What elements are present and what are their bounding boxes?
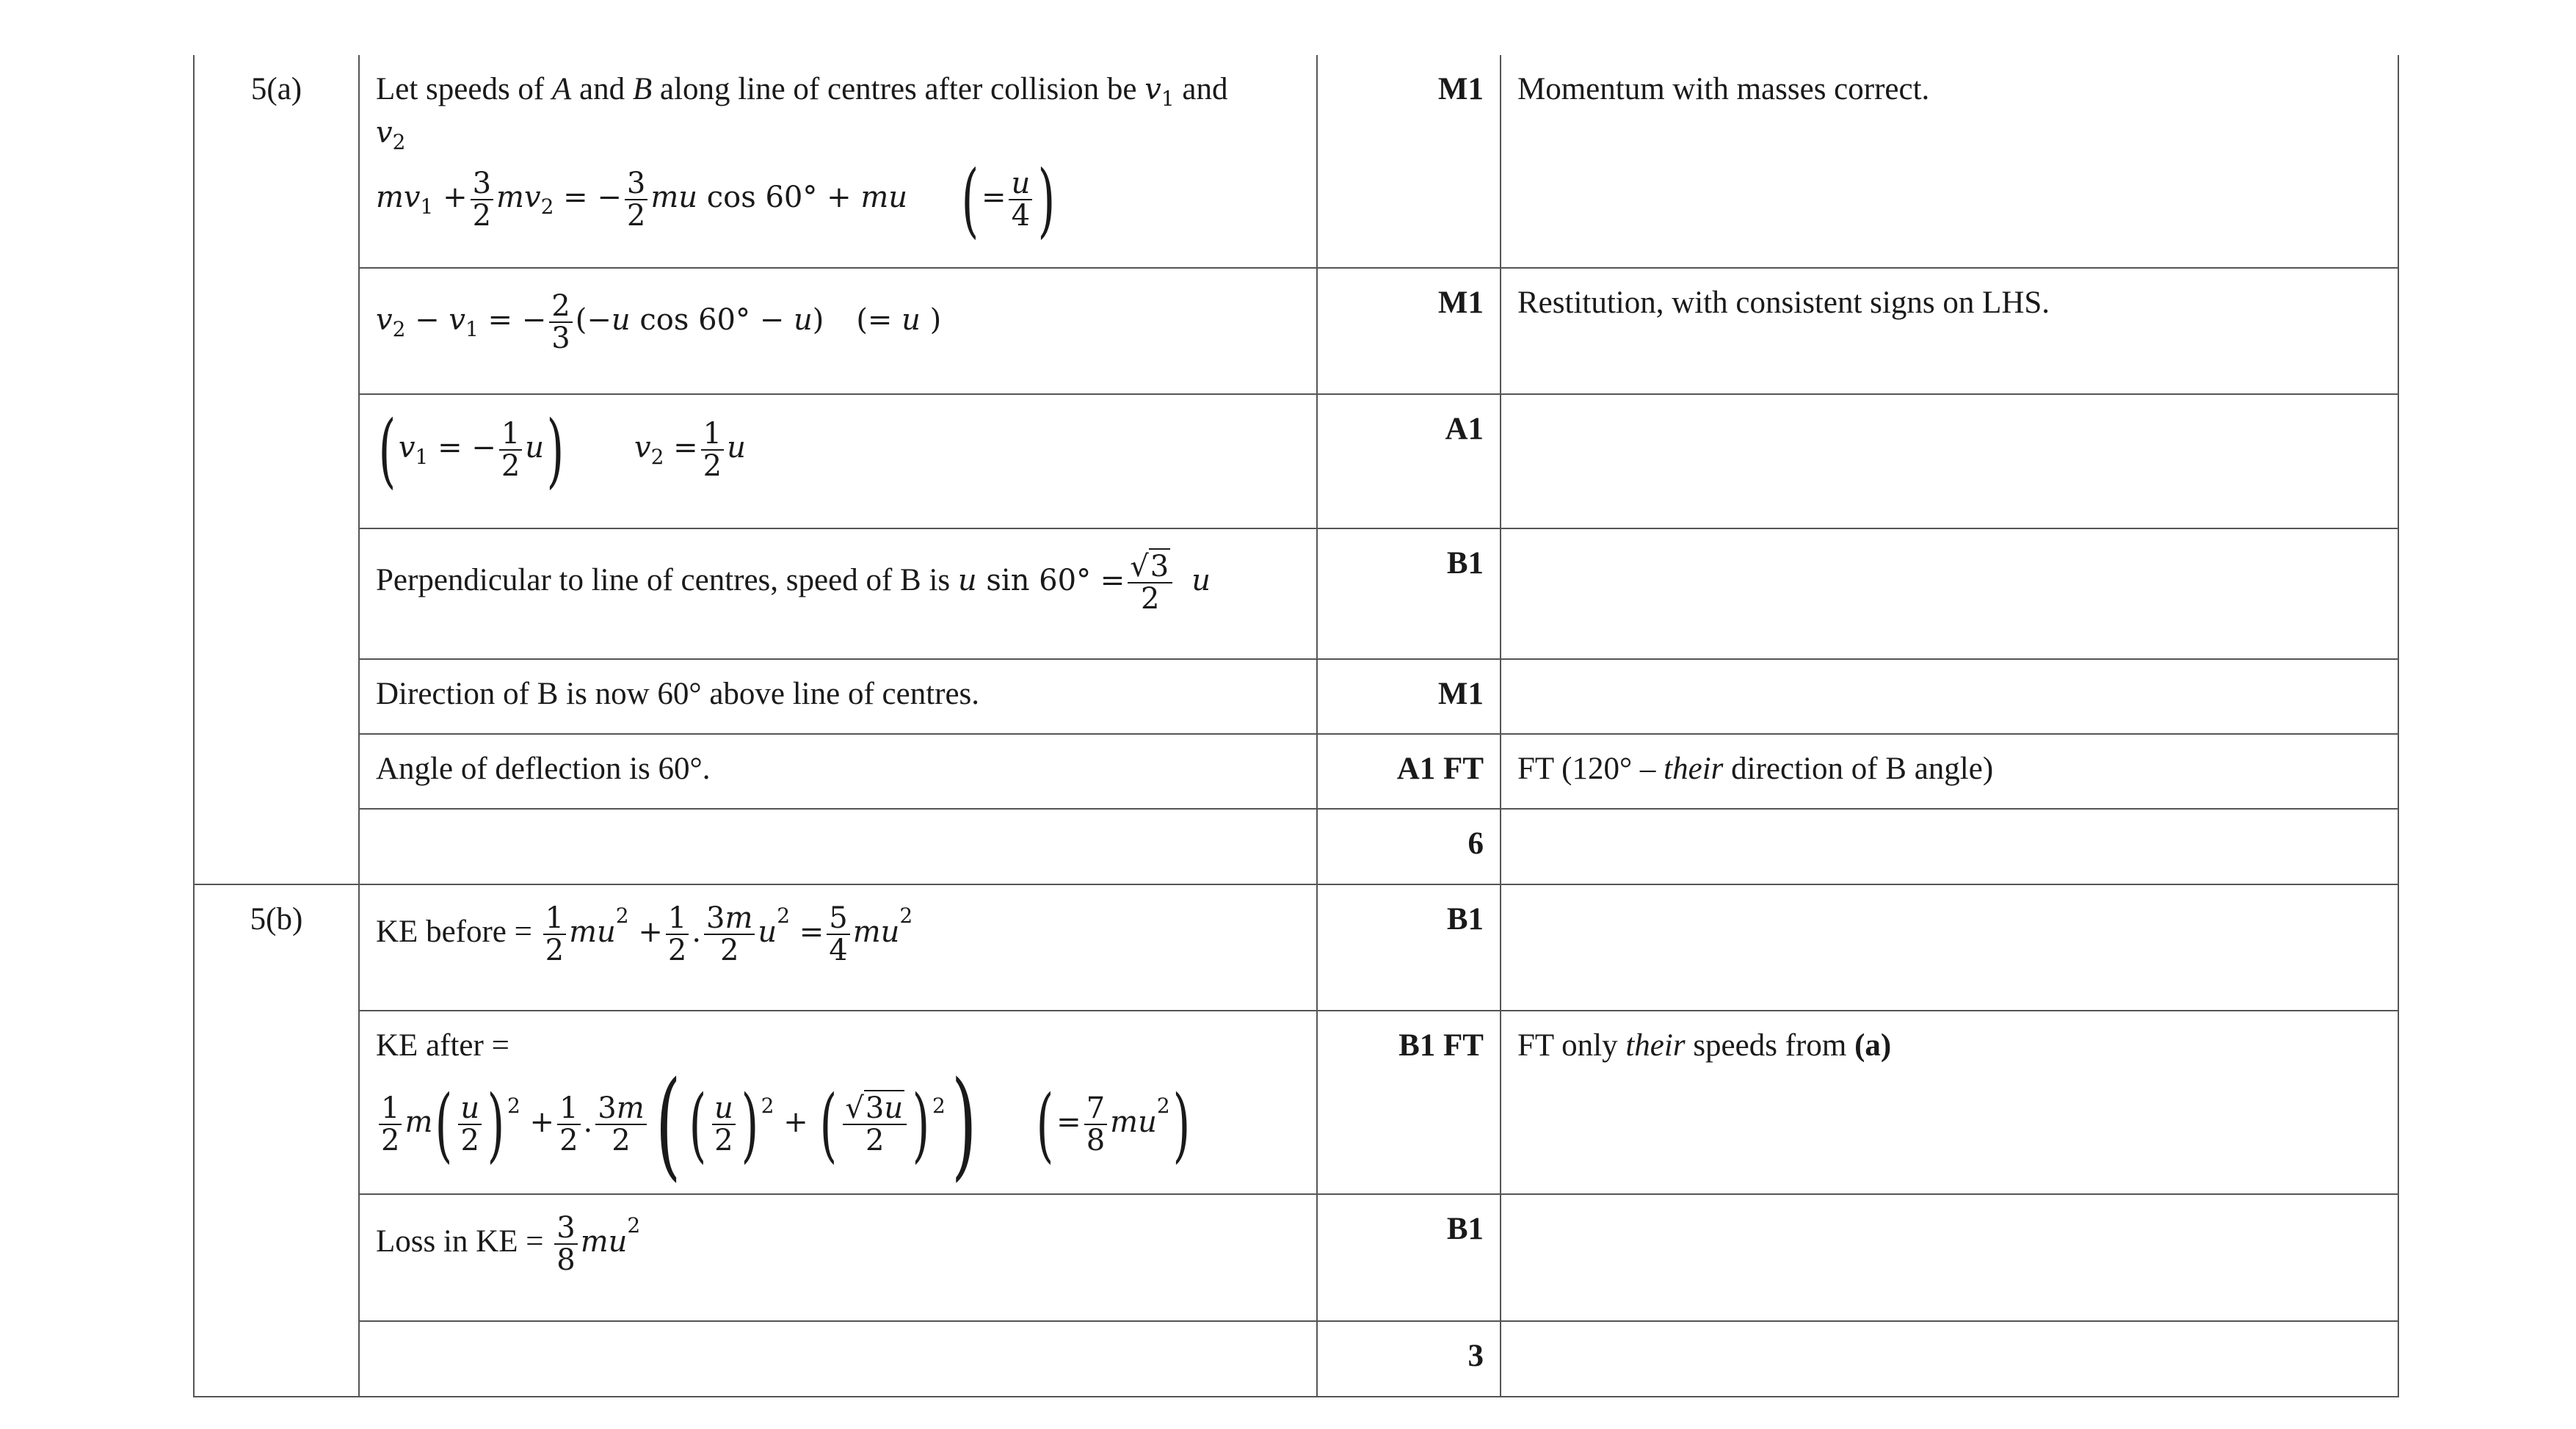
answer-cell	[359, 528, 1317, 659]
ke-before-line: KE before = $\frac{1}{2}$ $mu^2$ + $\frac{1}{2}$ . $\frac{3m}{2}$ $u^2$ = $\frac{5}{4}$ $mu^2$	[376, 901, 913, 967]
table-row	[194, 1194, 2398, 1321]
mark-cell: B1	[1317, 884, 1501, 1011]
guidance-cell	[1501, 1194, 2398, 1321]
guidance-cell	[1501, 528, 2398, 659]
mark-cell: M1	[1317, 659, 1501, 734]
guidance-cell	[1501, 659, 2398, 734]
table-row	[194, 1011, 2398, 1194]
answer-cell	[359, 55, 1317, 268]
table-row	[194, 734, 2398, 809]
answer-line: Let speeds of A and B along line of centres after collision be $v_1$ and	[376, 72, 1228, 111]
guidance-cell: FT (120° – their direction of B angle)	[1501, 734, 2398, 809]
ke-after-line: KE after = $\frac{1}{2}$ m( $\frac{u}{2}$ ) $^2$ + $\frac{1}{2}$ . $\frac{3m}{2}$ ( ( $\frac{u}{2}$ ) $^2$ + ( $\frac{√3u}{2}$ ) $^2$) (= $\frac{7}{8}$ $mu^2$)	[376, 1028, 1190, 1193]
mark-cell: A1	[1317, 394, 1501, 528]
answer-cell: Angle of deflection is 60°.	[359, 734, 1317, 809]
table-row	[194, 55, 2398, 268]
guidance-cell	[1501, 1321, 2398, 1397]
question-number: 5(b)	[194, 884, 359, 1397]
mark-scheme-sheet	[193, 55, 2398, 1397]
guidance-cell: Momentum with masses correct.	[1501, 55, 2398, 268]
mark-cell: M1	[1317, 55, 1501, 268]
table-row	[194, 528, 2398, 659]
answer-cell: Direction of B is now 60° above line of centres.	[359, 659, 1317, 734]
table-row	[194, 394, 2398, 528]
table-row	[194, 809, 2398, 884]
mark-cell: B1 FT	[1317, 1011, 1501, 1194]
answer-line: $v_2$	[376, 116, 406, 154]
answer-cell	[359, 394, 1317, 528]
guidance-cell: Restitution, with consistent signs on LHS.	[1501, 268, 2398, 394]
restitution-equation: $v_2 - v_1$ = − $\frac{2}{3}$ (−u cos 60° − u) (= u )	[376, 289, 942, 355]
mark-cell: M1	[1317, 268, 1501, 394]
guidance-cell	[1501, 809, 2398, 884]
mark-total: 6	[1317, 809, 1501, 884]
answer-cell	[359, 268, 1317, 394]
table-row	[194, 659, 2398, 734]
loss-ke-line: Loss in KE = $\frac{3}{8}$ $mu^2$	[376, 1210, 641, 1277]
table-row	[194, 884, 2398, 1011]
mark-scheme-table	[193, 55, 2399, 1397]
mark-cell: B1	[1317, 528, 1501, 659]
answer-cell	[359, 884, 1317, 1011]
answer-cell	[359, 1321, 1317, 1397]
answer-cell	[359, 1194, 1317, 1321]
mark-total: 3	[1317, 1321, 1501, 1397]
speeds-result: ($v_1$ = − $\frac{1}{2}$ u) $v_2$ = $\frac{1}{2}$ u	[378, 403, 746, 497]
mark-cell: B1	[1317, 1194, 1501, 1321]
guidance-cell	[1501, 394, 2398, 528]
question-number: 5(a)	[194, 55, 359, 884]
guidance-cell: FT only their speeds from (a)	[1501, 1011, 2398, 1194]
mark-cell: A1 FT	[1317, 734, 1501, 809]
answer-cell	[359, 1011, 1317, 1194]
guidance-cell	[1501, 884, 2398, 1011]
answer-line: Perpendicular to line of centres, speed of B is u sin 60° = $\frac{√3}{2}$ u	[376, 550, 1211, 616]
momentum-equation: $mv_1$ + $\frac{3}{2}$ $mv_2$ = − $\frac{3}{2}$ mu cos 60° + mu (= $\frac{u}{4}$ )	[376, 153, 1056, 247]
table-row	[194, 268, 2398, 394]
table-row	[194, 1321, 2398, 1397]
answer-cell	[359, 809, 1317, 884]
